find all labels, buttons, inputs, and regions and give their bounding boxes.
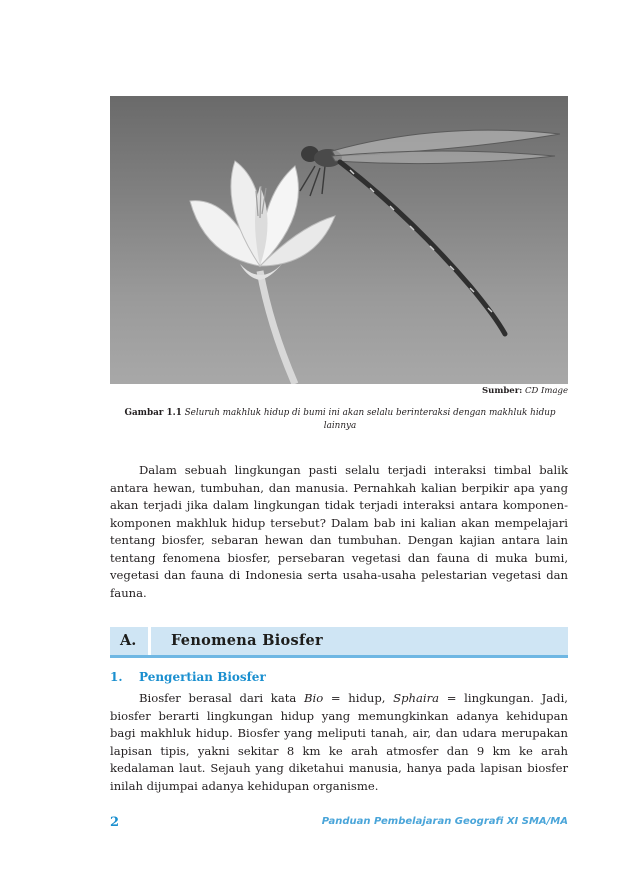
sphaira-term: Sphaira bbox=[393, 691, 440, 705]
bio-text-3: = lingkungan. Jadi, biosfer berarti lingkungan hidup yang memungkinkan adanya kehidupan bagi makhluk hidup. Biosfer yang meliputi tanah, air, dan udara merupakan lapisan tipis, yakni sekitar 8 km ke arah atmosfer dan 9 km ke arah kedalaman laut. Sejauh yang diketahui manusia, hanya pada lapisan biosfer inilah dijumpai adanya kehidupan organisme. bbox=[110, 691, 568, 793]
section-heading-bar bbox=[110, 627, 568, 658]
figure-photo bbox=[110, 96, 568, 384]
figure-source bbox=[482, 386, 568, 396]
figure-caption bbox=[118, 407, 562, 433]
caption-text: Seluruh makhluk hidup di bumi ini akan selalu berinteraksi dengan makhluk hidup lainnya bbox=[184, 408, 556, 431]
section-letter: A. bbox=[120, 632, 137, 649]
subsection-title: Pengertian Biosfer bbox=[139, 670, 266, 684]
page-number: 2 bbox=[110, 815, 120, 830]
dragonfly-flower-illustration bbox=[110, 96, 568, 384]
caption-label: Gambar 1.1 bbox=[124, 408, 182, 418]
bio-text-2: = hidup, bbox=[323, 691, 394, 705]
source-label: Sumber: bbox=[482, 386, 523, 396]
biosphere-paragraph bbox=[110, 690, 568, 795]
bio-term: Bio bbox=[304, 691, 324, 705]
section-divider bbox=[148, 627, 151, 655]
section-title: Fenomena Biosfer bbox=[171, 632, 323, 649]
subsection-heading bbox=[110, 670, 266, 684]
bio-text-1: Biosfer berasal dari kata bbox=[139, 691, 304, 705]
book-title: Panduan Pembelajaran Geografi XI SMA/MA bbox=[321, 816, 568, 827]
source-value: CD Image bbox=[525, 386, 568, 396]
intro-paragraph: Dalam sebuah lingkungan pasti selalu terjadi interaksi timbal balik antara hewan, tumbuhan, dan manusia. Pernahkah kalian berpikir apa yang akan terjadi jika dalam lingkungan tidak terjadi interaksi antara komponen-komponen makhluk hidup tersebut? Dalam bab ini kalian akan mempelajari tentang biosfer, sebaran hewan dan tumbuhan. Dengan kajian antara lain tentang fenomena biosfer, persebaran vegetasi dan fauna di muka bumi, vegetasi dan fauna di Indonesia serta usaha-usaha pelestarian vegetasi dan fauna. bbox=[110, 463, 568, 600]
subsection-number: 1. bbox=[110, 670, 123, 684]
